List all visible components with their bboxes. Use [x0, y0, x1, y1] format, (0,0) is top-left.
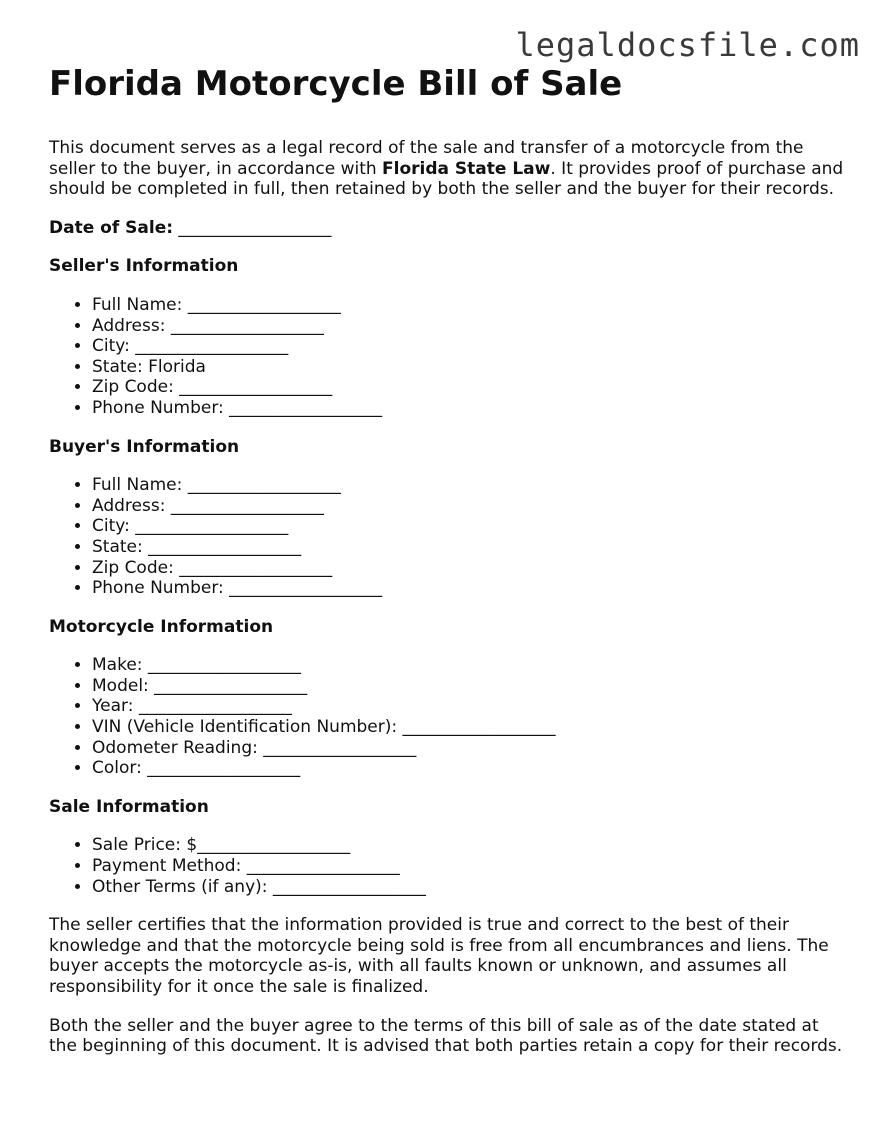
agreement-paragraph: Both the seller and the buyer agree to the terms of this bill of sale as of the date stated at the beginning of this document. It is advised that both parties retain a copy for their records. — [49, 1015, 843, 1057]
seller-heading: Seller's Information — [49, 256, 239, 277]
motorcycle-make: • Make: __________________ — [92, 655, 849, 676]
buyer-info-list — [49, 475, 849, 599]
seller-info-list — [49, 295, 849, 419]
motorcycle-color: • Color: __________________ — [92, 758, 849, 779]
document-title: Florida Motorcycle Bill of Sale — [49, 64, 623, 104]
seller-phone-number: • Phone Number: __________________ — [92, 398, 849, 419]
intro-text-before: This document serves as a legal record of the sale and transfer of a motorcycle from the seller to the buyer, in accordance with — [49, 138, 804, 179]
sale-heading: Sale Information — [49, 796, 209, 817]
date-of-sale-field — [49, 218, 849, 239]
motorcycle-info-list — [49, 655, 849, 779]
seller-full-name: • Full Name: __________________ — [92, 295, 849, 316]
buyer-address: • Address: __________________ — [92, 496, 849, 517]
sale-info-list — [49, 835, 849, 897]
motorcycle-year: • Year: __________________ — [92, 696, 849, 717]
buyer-city: • City: __________________ — [92, 516, 849, 537]
motorcycle-vin: • VIN (Vehicle Identification Number): __________________ — [92, 717, 849, 738]
buyer-phone-number: • Phone Number: __________________ — [92, 578, 849, 599]
sale-payment-method: • Payment Method: __________________ — [92, 856, 849, 877]
site-watermark: legaldocsfile.com — [515, 26, 860, 64]
buyer-state: • State: __________________ — [92, 537, 849, 558]
intro-paragraph — [49, 138, 849, 200]
seller-state: • State: Florida — [92, 357, 849, 378]
buyer-full-name: • Full Name: __________________ — [92, 475, 849, 496]
seller-address: • Address: __________________ — [92, 316, 849, 337]
certification-paragraph: The seller certifies that the information provided is true and correct to the best of their knowledge and that the motorcycle being sold is free from all encumbrances and liens. The buyer accepts the motorcycle as-is, with all faults known or unknown, and assumes all responsibility for it once the sale is finalized. — [49, 915, 829, 997]
buyer-zip-code: • Zip Code: __________________ — [92, 558, 849, 579]
intro-text-after: . It provides proof of purchase and should be completed in full, then retained by both the seller and the buyer for their records. — [49, 158, 844, 200]
intro-bold-law: Florida State Law — [382, 158, 551, 179]
sale-other-terms: • Other Terms (if any): __________________ — [92, 877, 849, 898]
sale-price: • Sale Price: $__________________ — [92, 835, 849, 856]
document-body — [49, 64, 849, 1075]
date-of-sale-label: Date of Sale: — [49, 217, 174, 238]
seller-zip-code: • Zip Code: __________________ — [92, 377, 849, 398]
seller-city: • City: __________________ — [92, 336, 849, 357]
buyer-heading: Buyer's Information — [49, 436, 240, 457]
date-of-sale-blank: __________________ — [173, 217, 332, 238]
motorcycle-odometer: • Odometer Reading: __________________ — [92, 738, 849, 759]
motorcycle-model: • Model: __________________ — [92, 676, 849, 697]
motorcycle-heading: Motorcycle Information — [49, 616, 274, 637]
